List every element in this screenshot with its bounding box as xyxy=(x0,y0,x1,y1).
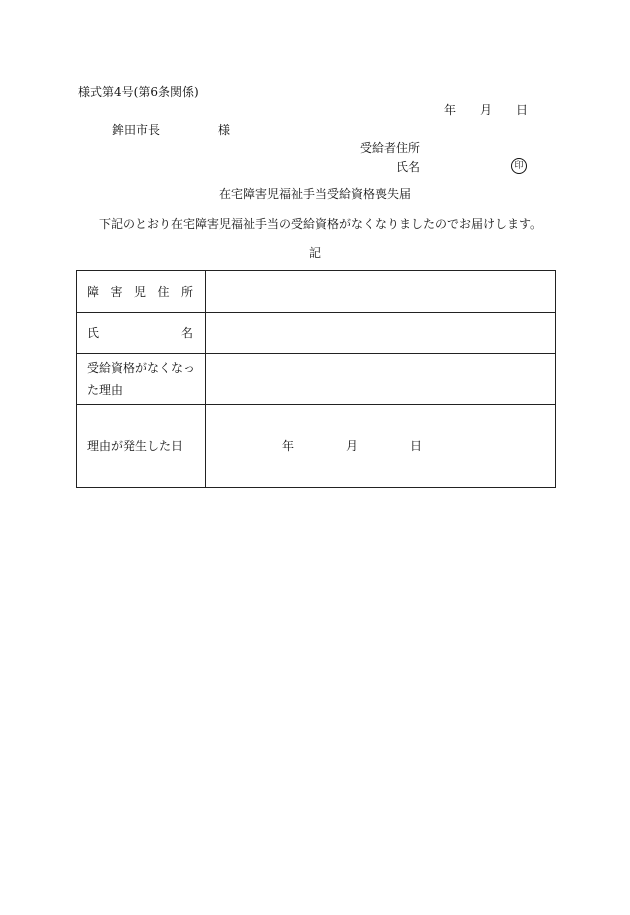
reason-date-day: 日 xyxy=(410,439,423,453)
reason-date-label: 理由が発生した日 xyxy=(77,405,206,488)
notification-form-table xyxy=(76,270,556,488)
table-row xyxy=(77,405,556,488)
date-day-label: 日 xyxy=(516,103,529,117)
document-intro: 下記のとおり在宅障害児福祉手当の受給資格がなくなりましたのでお届けします。 xyxy=(99,217,543,231)
applicant-address-label: 受給者住所 xyxy=(360,141,421,155)
date-year-label: 年 xyxy=(444,103,457,117)
ki-heading: 記 xyxy=(308,246,321,260)
table-row xyxy=(77,354,556,405)
child-address-field[interactable] xyxy=(206,271,556,313)
loss-reason-label: 受給資格がなくなった理由 xyxy=(77,354,206,405)
seal-icon: 印 xyxy=(511,158,527,174)
table-row xyxy=(77,313,556,354)
submission-date xyxy=(444,102,528,118)
form-number: 様式第4号(第6条関係) xyxy=(78,85,199,99)
table-row xyxy=(77,271,556,313)
reason-date-year: 年 xyxy=(282,439,295,453)
addressee-name: 鉾田市長 xyxy=(112,123,161,137)
child-name-label: 氏 名 xyxy=(77,313,206,354)
loss-reason-field[interactable] xyxy=(206,354,556,405)
child-address-label: 障 害 児 住 所 xyxy=(77,271,206,313)
date-month-label: 月 xyxy=(480,103,493,117)
document-title: 在宅障害児福祉手当受給資格喪失届 xyxy=(218,187,411,201)
addressee-honorific: 様 xyxy=(218,123,231,137)
reason-date-month: 月 xyxy=(346,439,359,453)
reason-date-field[interactable] xyxy=(206,405,556,488)
child-name-field[interactable] xyxy=(206,313,556,354)
applicant-name-label: 氏名 xyxy=(396,160,421,174)
